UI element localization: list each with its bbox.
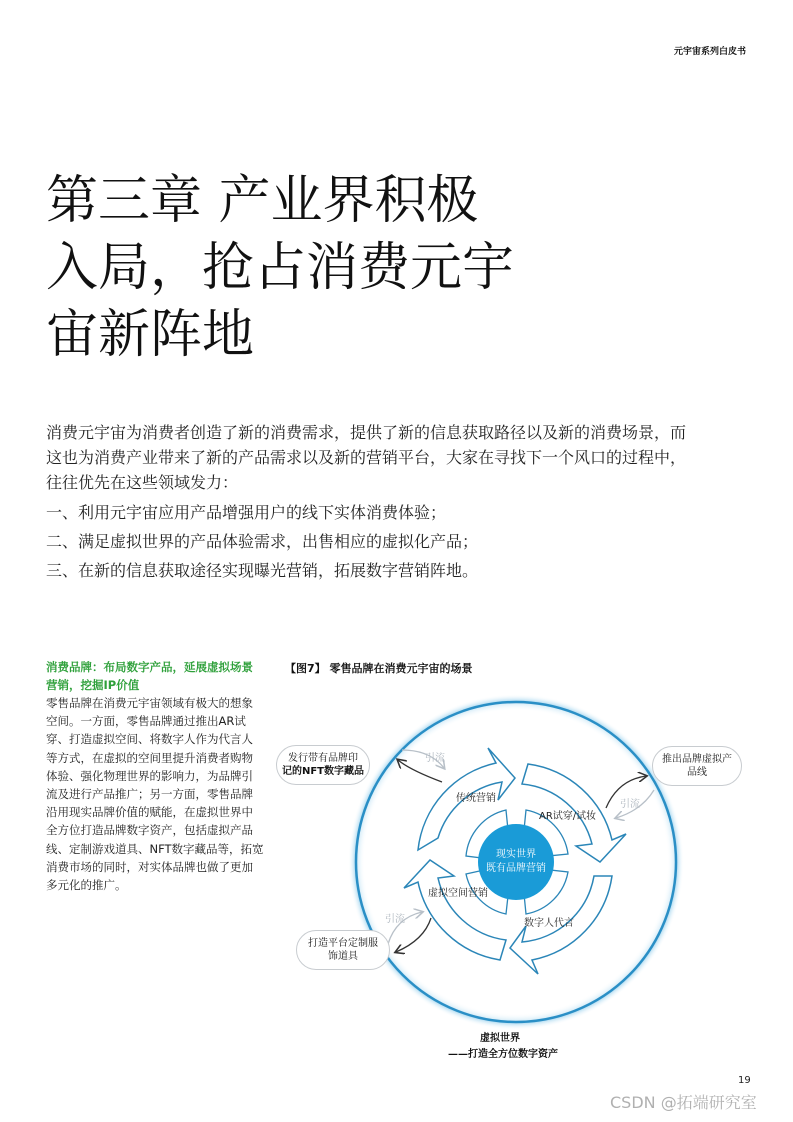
center-label-line: 既有品牌营销 — [486, 863, 546, 874]
flow-label-top-right: 引流 — [620, 799, 640, 810]
bubble-custom-props-line: 饰道具 — [328, 951, 358, 962]
figure-title: 【图7】 零售品牌在消费元宇宙的场景 — [285, 662, 473, 675]
sidebar-section — [46, 658, 264, 894]
intro-list — [46, 498, 766, 585]
center-label-line: 现实世界 — [496, 849, 536, 860]
bubble-virtual-product — [652, 746, 742, 786]
chapter-title — [46, 168, 566, 369]
flow-label-bottom-left: 引流 — [385, 914, 405, 925]
chapter-title-line: 宙新阵地 — [46, 305, 255, 365]
bubble-virtual-product-line: 推出品牌虚拟产 — [662, 754, 732, 765]
chapter-title-line: 第三章 产业界积极 — [46, 171, 479, 231]
caption-line: ——打造全方位数字资产 — [448, 1049, 558, 1060]
caption-line: 虚拟世界 — [480, 1033, 520, 1044]
intro-list-item: 三、在新的信息获取途径实现曝光营销，拓展数字营销阵地。 — [46, 561, 479, 580]
segment-label-virtual-space: 虚拟空间营销 — [428, 888, 488, 899]
intro-list-item: 二、满足虚拟世界的产品体验需求，出售相应的虚拟化产品； — [46, 532, 479, 551]
figure-caption — [440, 1031, 560, 1063]
watermark: CSDN @拓端研究室 — [610, 1093, 757, 1112]
bubble-nft — [276, 745, 370, 785]
intro-line: 消费元宇宙为消费者创造了新的消费需求，提供了新的信息获取路径以及新的消费场景，而 — [46, 423, 687, 442]
figure-diagram — [270, 690, 740, 1030]
flow-label-top-left: 引流 — [425, 753, 445, 764]
intro-paragraph — [46, 420, 766, 495]
series-title: 元宇宙系列白皮书 — [673, 47, 746, 57]
page-number: 19 — [738, 1075, 751, 1086]
center-label — [478, 848, 554, 876]
intro-line: 往往优先在这些领域发力： — [46, 473, 239, 492]
bubble-custom-props — [296, 930, 390, 970]
intro-list-item: 一、利用元宇宙应用产品增强用户的线下实体消费体验； — [46, 503, 447, 522]
intro-section — [46, 420, 766, 585]
bubble-nft-line: 记的NFT数字藏品 — [281, 766, 365, 777]
sidebar-body: 零售品牌在消费元宇宙领域有极大的想象空间。一方面，零售品牌通过推出AR试穿、打造虚拟空间、将数字人作为代言人等方式，在虚拟的空间里提升消费者购物体验、强化物理世界的影响力，为品牌引流及进行产品推广；另一方面，零售品牌沿用现实品牌价值的赋能，在虚拟世界中全方位打造品牌数字资产，包括虚拟产品线、定制游戏道具、NFT数字藏品等，拓宽消费市场的同时，对实体品牌也做了更加多元化的推广。 — [46, 696, 264, 893]
segment-label-ar: AR试穿/试妆 — [539, 811, 597, 822]
chapter-title-line: 入局，抢占消费元宇 — [46, 238, 515, 298]
sidebar-title: 消费品牌：布局数字产品，延展虚拟场景营销，挖掘IP价值 — [46, 660, 253, 692]
segment-label-traditional: 传统营销 — [456, 793, 496, 804]
bubble-virtual-product-line: 品线 — [687, 767, 707, 778]
intro-line: 这也为消费产业带来了新的产品需求以及新的营销平台，大家在寻找下一个风口的过程中， — [46, 448, 687, 467]
bubble-nft-line: 发行带有品牌印 — [288, 753, 358, 764]
bubble-custom-props-line: 打造平台定制服 — [308, 938, 378, 949]
segment-label-digital-human: 数字人代言 — [524, 918, 574, 929]
